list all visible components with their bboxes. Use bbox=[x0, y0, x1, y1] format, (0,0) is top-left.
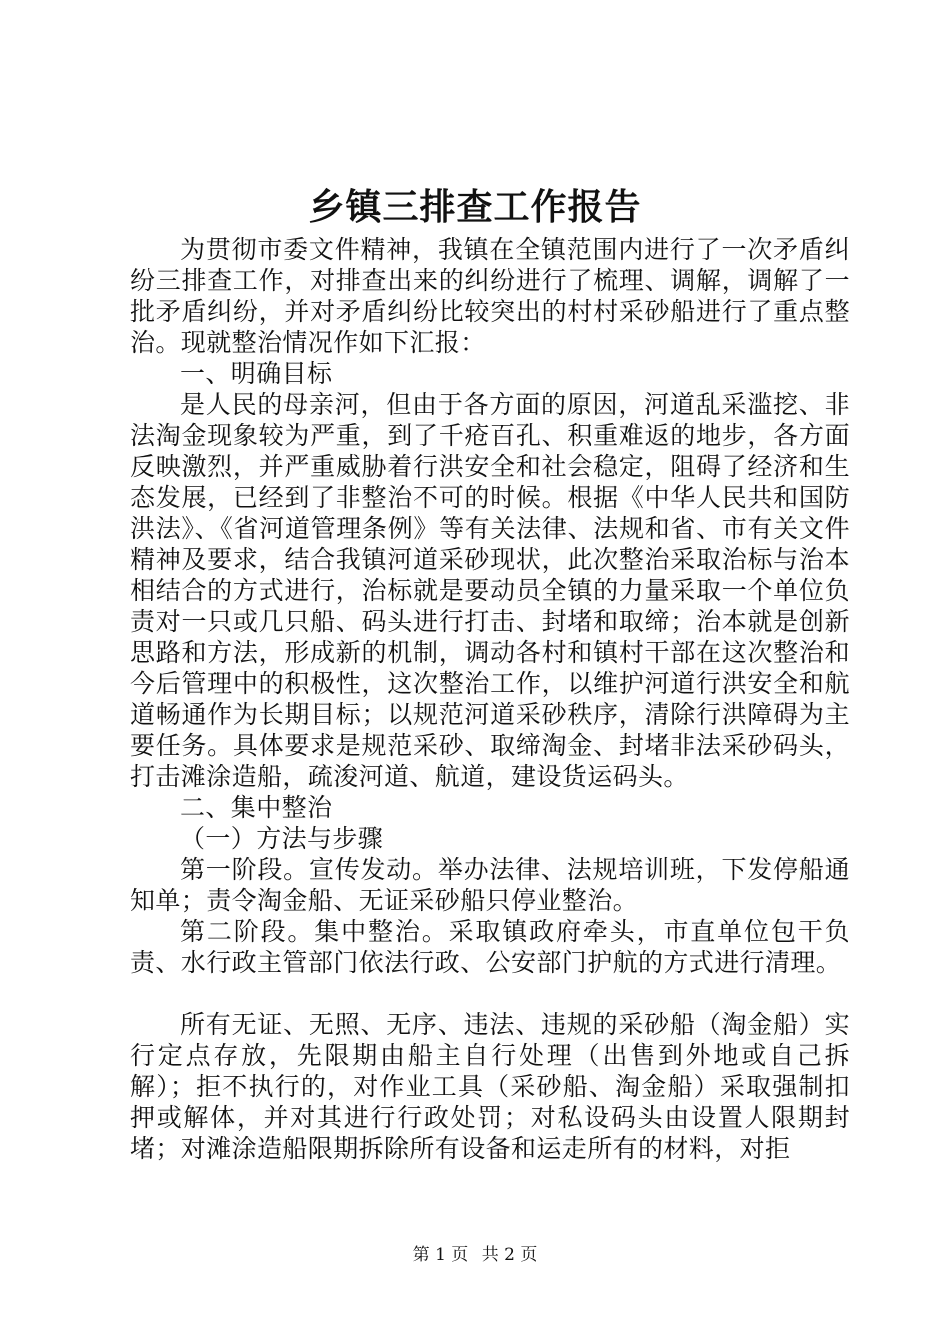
paragraph-intro: 为贯彻市委文件精神，我镇在全镇范围内进行了一次矛盾纠纷三排查工作，对排查出来的纠纷进行了梳理、调解，调解了一批矛盾纠纷，并对矛盾纠纷比较突出的村村采砂船进行了重点整治。现就整治情况作如下汇报： bbox=[130, 235, 850, 357]
document-title: 乡镇三排查工作报告 bbox=[308, 187, 642, 228]
section-heading-1: 一、明确目标 bbox=[180, 359, 333, 388]
subsection-heading-1: （一）方法与步骤 bbox=[180, 824, 384, 853]
paragraph-goals: 是人民的母亲河，但由于各方面的原因，河道乱采滥挖、非法淘金现象较为严重，到了千疮百孔、积重难返的地步，各方面反映激烈，并严重威胁着行洪安全和社会稳定，阻碍了经济和生态发展，已经到了非整治不可的时候。根据《中华人民共和国防洪法》、《省河道管理条例》等有关法律、法规和省、市有关文件精神及要求，结合我镇河道采砂现状，此次整治采取治标与治本相结合的方式进行，治标就是要动员全镇的力量采取一个单位负责对一只或几只船、码头进行打击、封堵和取缔；治本就是创新思路和方法，形成新的机制，调动各村和镇村干部在这次整治和今后管理中的积极性，这次整治工作，以维护河道行洪安全和航道畅通作为长期目标；以规范河道采砂秩序，清除行洪障碍为主要任务。具体要求是规范采砂、取缔淘金、封堵非法采砂码头，打击滩涂造船，疏浚河道、航道，建设货运码头。 bbox=[130, 390, 850, 791]
paragraph-stage-1: 第一阶段。宣传发动。举办法律、法规培训班，下发停船通知单；责令淘金船、无证采砂船只停业整治。 bbox=[130, 855, 850, 915]
paragraph-stage-2: 第二阶段。集中整治。采取镇政府牵头，市直单位包干负责、水行政主管部门依法行政、公安部门护航的方式进行清理。 bbox=[130, 917, 850, 977]
paragraph-measures: 所有无证、无照、无序、违法、违规的采砂船（淘金船）实行定点存放，先限期由船主自行处理（出售到外地或自己拆解）；拒不执行的，对作业工具（采砂船、淘金船）采取强制扣押或解体，并对其进行行政处罚；对私设码头由设置人限期封堵；对滩涂造船限期拆除所有设备和运走所有的材料，对拒 bbox=[130, 1010, 850, 1163]
document-body bbox=[130, 234, 850, 1164]
page-total: 共 2 页 bbox=[481, 1245, 538, 1265]
page-number: 第 1 页 bbox=[412, 1245, 469, 1265]
section-heading-2: 二、集中整治 bbox=[180, 793, 333, 822]
page-footer bbox=[0, 1243, 950, 1267]
